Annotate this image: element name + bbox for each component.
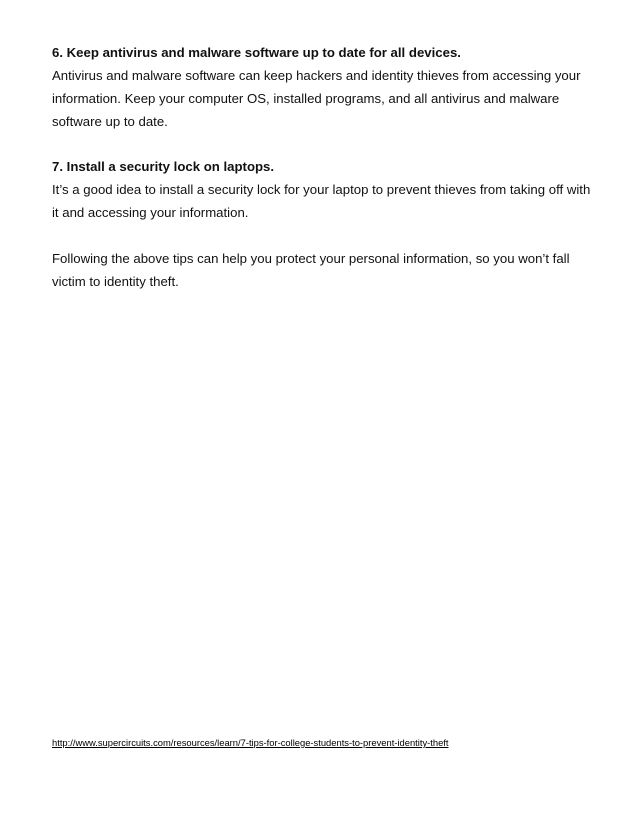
source-link[interactable]: http://www.supercircuits.com/resources/learn/7-tips-for-college-students-to-prevent-identity-theft [52,737,449,748]
tip-heading-6: 6. Keep antivirus and malware software up to date for all devices. [52,45,461,60]
tip-section-6 [52,42,592,133]
tip-body-7: It’s a good idea to install a security lock for your laptop to prevent thieves from taking off with it and accessing your information. [52,182,591,220]
closing-paragraph: Following the above tips can help you protect your personal information, so you won’t fall victim to identity theft. [52,251,570,289]
tip-heading-7: 7. Install a security lock on laptops. [52,159,275,174]
tip-section-7 [52,156,592,224]
document-content [52,42,592,293]
tip-body-6: Antivirus and malware software can keep hackers and identity thieves from accessing your information. Keep your computer OS, installed programs, and all antivirus and malware software up to date. [52,68,581,129]
